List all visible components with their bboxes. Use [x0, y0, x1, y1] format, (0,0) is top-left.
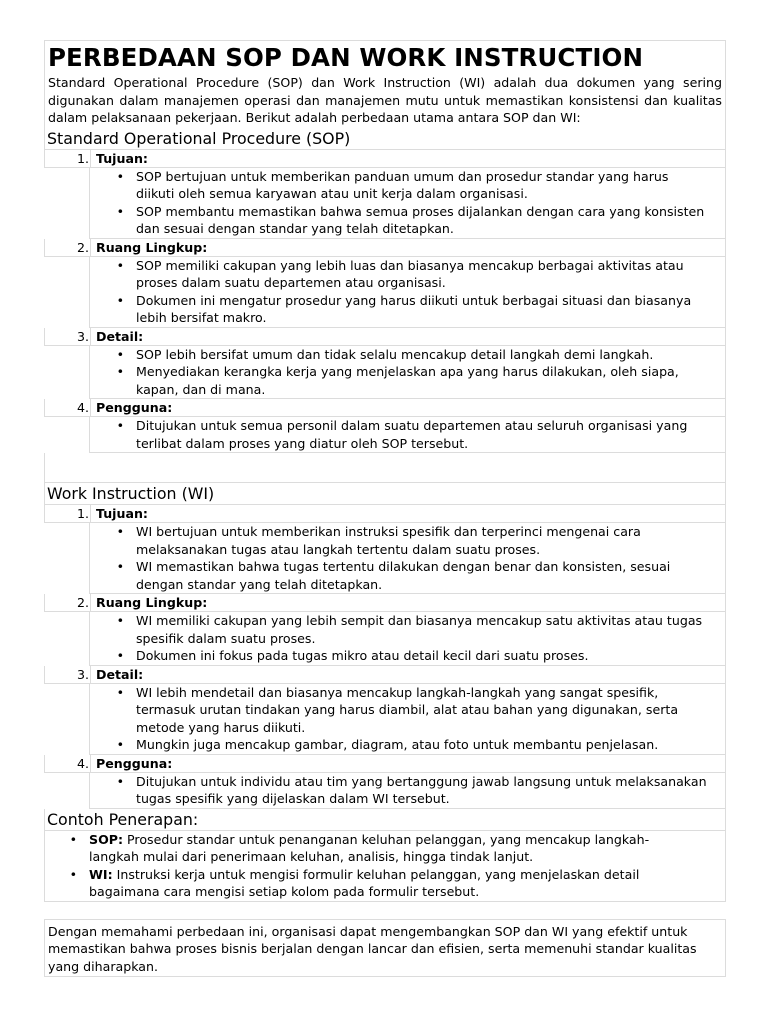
bullet-item [90, 417, 725, 452]
wi-item-3-header [44, 666, 726, 684]
bullet-text: WI bertujuan untuk memberikan instruksi spesifik dan terperinci mengenai cara melaksanakan tugas atau langkah tertentu dalam suatu proses. [136, 524, 641, 557]
wi-item-2-header [44, 594, 726, 612]
bullet-text: SOP bertujuan untuk memberikan panduan umum dan prosedur standar yang harus diikuti oleh semua karyawan atau unit kerja dalam organisasi. [136, 168, 669, 201]
bullet-text: Mungkin juga mencakup gambar, diagram, atau foto untuk membantu penjelasan. [136, 737, 659, 752]
bullet-icon: • [69, 831, 77, 847]
bullet-icon: • [116, 648, 124, 663]
example-description: Instruksi kerja untuk mengisi formulir keluhan pelanggan, yang menjelaskan detail bagaimana cara mengisi setiap kolom pada formulir tersebut. [89, 866, 640, 899]
wi-item-2-bullets [89, 612, 726, 666]
bullet-item [90, 523, 725, 558]
bullet-text: WI lebih mendetail dan biasanya mencakup langkah-langkah yang sangat spesifik, termasuk urutan tindakan yang harus diambil, alat atau bahan yang digunakan, serta metode yang harus diikuti. [136, 684, 679, 735]
item-number: 4. [76, 755, 89, 771]
bullet-item [90, 647, 725, 665]
example-item [45, 866, 725, 901]
bullet-icon: • [116, 773, 124, 789]
bullet-item [90, 773, 725, 808]
sop-item-2-bullets [89, 257, 726, 328]
sop-item-4-header [44, 399, 726, 417]
bullet-text: WI memiliki cakupan yang lebih sempit dan biasanya mencakup satu aktivitas atau tugas spesifik dalam suatu proses. [136, 613, 703, 646]
bullet-text: SOP memiliki cakupan yang lebih luas dan biasanya mencakup berbagai aktivitas atau proses dalam suatu departemen atau organisasi. [136, 257, 684, 290]
bullet-icon: • [116, 168, 124, 184]
bullet-text: Menyediakan kerangka kerja yang menjelaskan apa yang harus dilakukan, oleh siapa, kapan, dan di mana. [136, 364, 679, 397]
item-label: Ruang Lingkup: [90, 239, 725, 256]
item-label: Tujuan: [90, 505, 725, 522]
bullet-item [90, 736, 725, 754]
intro-paragraph: Standard Operational Procedure (SOP) dan Work Instruction (WI) adalah dua dokumen yang sering digunakan dalam manajemen operasi dan manajemen mutu untuk memastikan konsistensi dan kualitas dalam pelaksanaan pekerjaan. Berikut adalah perbedaan utama antara SOP dan WI: [44, 74, 726, 128]
item-number: 4. [76, 400, 89, 415]
example-description: Prosedur standar untuk penanganan keluhan pelanggan, yang mencakup langkah-langkah mulai dari penerimaan keluhan, analisis, hingga tindak lanjut. [89, 831, 650, 864]
bullet-icon: • [116, 257, 124, 273]
bullet-text: Ditujukan untuk individu atau tim yang bertanggung jawab langsung untuk melaksanakan tugas spesifik yang dijelaskan dalam WI tersebut. [136, 773, 707, 806]
item-number: 3. [76, 666, 89, 682]
bullet-icon: • [116, 292, 124, 308]
wi-list [44, 505, 726, 809]
bullet-item [90, 558, 725, 593]
item-label: Detail: [90, 666, 725, 683]
closing-paragraph: Dengan memahami perbedaan ini, organisasi dapat mengembangkan SOP dan WI yang efektif untuk memastikan bahwa proses bisnis berjalan dengan lancar dan efisien, serta memenuhi standar kualitas yang diharapkan. [44, 919, 726, 978]
bullet-item [90, 684, 725, 737]
item-label: Tujuan: [90, 150, 725, 167]
item-label: Ruang Lingkup: [90, 594, 725, 611]
example-text [89, 831, 725, 866]
bullet-icon: • [116, 418, 124, 433]
example-label: WI: [89, 866, 113, 882]
examples-list [44, 831, 726, 902]
bullet-text: Dokumen ini fokus pada tugas mikro atau detail kecil dari suatu proses. [136, 648, 589, 663]
item-number: 1. [76, 506, 89, 521]
sop-item-3-bullets [89, 346, 726, 400]
bullet-icon: • [116, 364, 124, 379]
bullet-item [90, 612, 725, 647]
item-label: Detail: [90, 328, 725, 345]
item-label: Pengguna: [90, 755, 725, 772]
item-number: 1. [76, 150, 89, 166]
bullet-text: Ditujukan untuk semua personil dalam suatu departemen atau seluruh organisasi yang terlibat dalam proses yang diatur oleh SOP tersebut. [136, 418, 688, 451]
bullet-text: Dokumen ini mengatur prosedur yang harus diikuti untuk berbagai situasi dan biasanya lebih bersifat makro. [136, 292, 692, 325]
sop-item-3-header [44, 328, 726, 346]
wi-item-3-bullets [89, 684, 726, 755]
bullet-icon: • [116, 684, 124, 700]
bullet-icon: • [116, 524, 124, 539]
bullet-icon: • [116, 737, 124, 752]
sop-list [44, 150, 726, 454]
examples-heading: Contoh Penerapan: [44, 809, 726, 831]
page-title: PERBEDAAN SOP DAN WORK INSTRUCTION [44, 40, 726, 74]
wi-heading: Work Instruction (WI) [44, 483, 726, 505]
bullet-icon: • [69, 866, 77, 882]
wi-item-4-bullets [89, 773, 726, 809]
bullet-icon: • [116, 346, 124, 362]
bullet-icon: • [116, 203, 124, 219]
example-label: SOP: [89, 831, 124, 847]
section-spacer [44, 453, 726, 483]
example-text [89, 866, 725, 901]
wi-item-1-bullets [89, 523, 726, 594]
item-number: 2. [76, 595, 89, 610]
wi-item-1-header [44, 505, 726, 523]
bullet-icon: • [116, 559, 124, 574]
example-item [45, 831, 725, 866]
item-label: Pengguna: [90, 399, 725, 416]
sop-item-4-bullets [89, 417, 726, 453]
sop-item-1-bullets [89, 168, 726, 239]
item-number: 2. [76, 239, 89, 255]
bullet-item [90, 168, 725, 203]
item-number: 3. [76, 328, 89, 344]
bullet-icon: • [116, 613, 124, 628]
bullet-item [90, 257, 725, 292]
bullet-text: SOP membantu memastikan bahwa semua proses dijalankan dengan cara yang konsisten dan sesuai dengan standar yang telah ditetapkan. [136, 203, 705, 236]
bullet-item [90, 292, 725, 327]
bullet-item [90, 203, 725, 238]
sop-heading: Standard Operational Procedure (SOP) [44, 128, 726, 150]
bullet-text: WI memastikan bahwa tugas tertentu dilakukan dengan benar dan konsisten, sesuai dengan standar yang telah ditetapkan. [136, 559, 671, 592]
sop-item-2-header [44, 239, 726, 257]
bullet-item [90, 363, 725, 398]
bullet-text: SOP lebih bersifat umum dan tidak selalu mencakup detail langkah demi langkah. [136, 346, 654, 362]
sop-item-1-header [44, 150, 726, 168]
wi-item-4-header [44, 755, 726, 773]
document-page [44, 40, 726, 977]
bullet-item [90, 346, 725, 364]
